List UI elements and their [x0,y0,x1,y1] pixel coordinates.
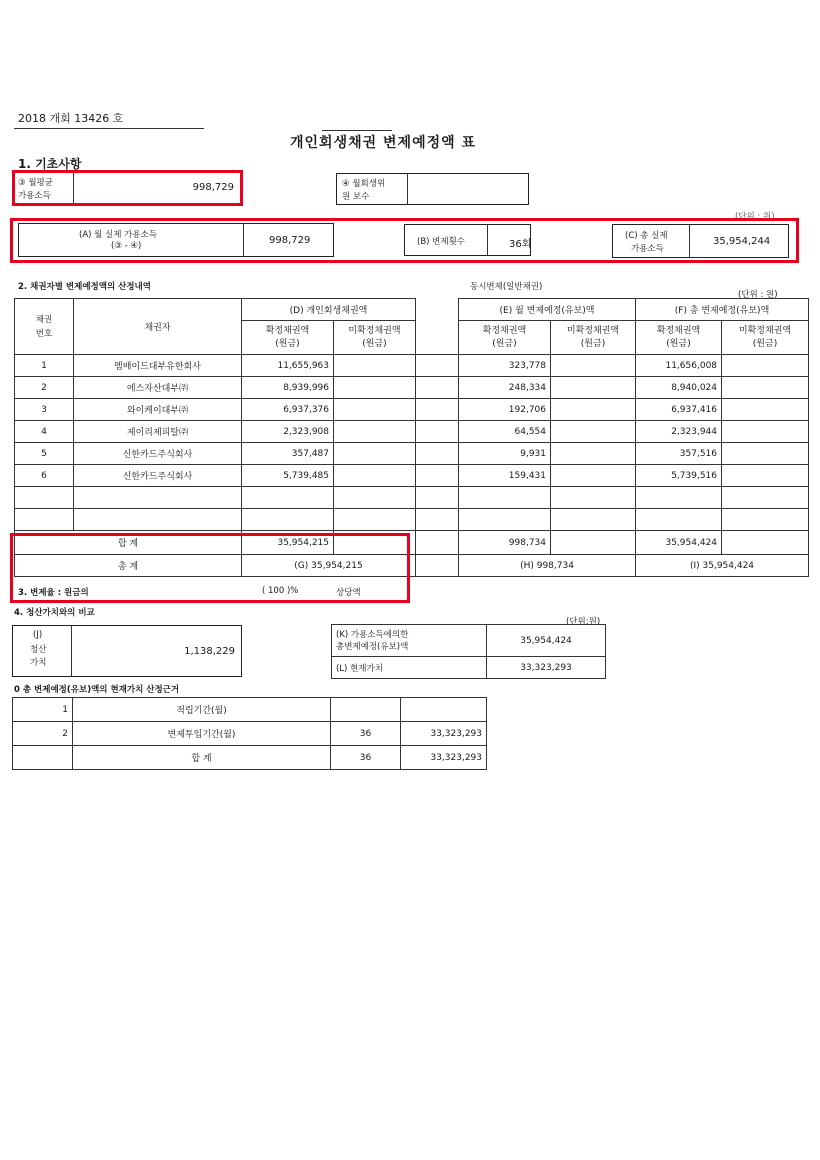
pv-value: 33,323,293 [401,746,487,770]
pv-value [401,698,487,722]
repay-rate-suffix: 상당액 [336,588,361,598]
D-unconfirmed-header: 미확정채권액 (원금) [334,321,416,355]
trustee-label-1: ④ 월회생위 [342,179,386,189]
row-spacer [416,465,459,487]
row-d-confirmed: 11,655,963 [242,355,334,377]
table-row [15,465,809,487]
highlight-sum-total-rate [10,533,410,603]
row-f-confirmed: 8,940,024 [636,377,722,399]
pv-months: 36 [331,746,401,770]
F-confirmed-header: 확정채권액 (원금) [636,321,722,355]
row-f-unconfirmed [722,399,809,421]
pv-no: 1 [13,698,73,722]
row-f-confirmed: 5,739,516 [636,465,722,487]
row-e-confirmed: 159,431 [459,465,551,487]
pv-months [331,698,401,722]
row-e-unconfirmed [551,355,636,377]
row-d-unconfirmed [334,443,416,465]
highlight-income [12,170,243,206]
L-value: 33,323,293 [487,657,606,679]
row-f-confirmed: 357,516 [636,443,722,465]
total-label: 총 계 [15,555,242,577]
row-e-unconfirmed [551,399,636,421]
row-no: 4 [15,421,74,443]
table-row [15,377,809,399]
section2-heading: 2. 채권자별 변제예정액의 산정내역 [18,282,151,292]
row-d-unconfirmed [334,377,416,399]
row-d-confirmed: 8,939,996 [242,377,334,399]
row-d-unconfirmed [334,465,416,487]
row-creditor: 제이리제피탈㈜ [74,421,242,443]
page-title: 개인회생채권 변제예정액 표 [290,135,477,151]
row-d-confirmed: 2,323,908 [242,421,334,443]
row-spacer [416,399,459,421]
row-f-unconfirmed [722,355,809,377]
income-label-2: 가용소득 [18,191,51,201]
A-label-1: (A) 월 실제 가용소득 [79,230,158,240]
sum-f: 35,954,424 [636,531,722,555]
pv-row [13,698,487,722]
row-f-unconfirmed [722,443,809,465]
unit-note-4: (단위:원) [566,617,601,627]
pv-value: 33,323,293 [401,722,487,746]
row-d-unconfirmed [334,421,416,443]
J-box [12,625,242,677]
table-row [15,443,809,465]
row-e-confirmed: 192,706 [459,399,551,421]
group-D-header: (D) 개인회생채권액 [242,299,416,321]
row-e-unconfirmed [551,465,636,487]
J-value: 1,138,229 [184,646,235,657]
section4-heading: 4. 청산가치와의 비교 [14,608,95,618]
K-value: 35,954,424 [487,625,606,657]
row-spacer [416,355,459,377]
total-H: (H) 998,734 [459,555,636,577]
case-number-underline [14,128,204,129]
row-f-confirmed: 11,656,008 [636,355,722,377]
C-value: 35,954,244 [713,236,771,247]
income-value: 998,729 [192,182,234,193]
pv-row [13,722,487,746]
pv-label: 변제투입기간(월) [73,722,331,746]
row-e-confirmed: 64,554 [459,421,551,443]
row-e-confirmed: 248,334 [459,377,551,399]
J-label-3: 가치 [30,658,47,668]
case-number: 2018 개회 13426 호 [18,112,124,125]
row-spacer [416,443,459,465]
table-row [15,355,809,377]
unit-note-2: (단위 : 원) [738,290,778,300]
repay-rate: ( 100 )% [262,586,299,596]
row-f-unconfirmed [722,421,809,443]
row-no: 2 [15,377,74,399]
highlight-A-B-C [10,218,799,263]
total-I: (I) 35,954,424 [636,555,809,577]
trustee-box [336,173,529,205]
row-spacer [416,377,459,399]
table-row [15,421,809,443]
sum-e: 998,734 [459,531,551,555]
row-spacer [416,421,459,443]
row-f-unconfirmed [722,377,809,399]
row-no: 6 [15,465,74,487]
pv-no: 2 [13,722,73,746]
pv-label: 적립기간(월) [73,698,331,722]
D-confirmed-header: 확정채권액 (원금) [242,321,334,355]
section5-heading: 0 총 변제예정(유보)액의 현재가치 산정근거 [14,685,180,695]
pv-no [13,746,73,770]
L-label: (L) 현재가치 [332,657,487,679]
J-label-2: 청산 [30,645,47,655]
row-e-unconfirmed [551,443,636,465]
income-label-1: ③ 월평균 [18,178,53,188]
row-d-confirmed: 5,739,485 [242,465,334,487]
A-value: 998,729 [269,235,311,246]
row-d-unconfirmed [334,355,416,377]
row-d-confirmed: 357,487 [242,443,334,465]
row-no: 5 [15,443,74,465]
trustee-label-2: 원 보수 [342,192,370,202]
E-confirmed-header: 확정채권액 (원금) [459,321,551,355]
simul-note: 동시변제(일반채권) [470,282,543,292]
pv-label: 합 계 [73,746,331,770]
A-label-2: (③ - ④) [111,241,142,251]
B-label: (B) 변제횟수 [417,237,466,247]
E-unconfirmed-header: 미확정채권액 (원금) [551,321,636,355]
row-e-unconfirmed [551,377,636,399]
row-d-confirmed: 6,937,376 [242,399,334,421]
total-G: (G) 35,954,215 [242,555,416,577]
row-no: 3 [15,399,74,421]
group-E-header: (E) 월 변제예정(유보)액 [459,299,636,321]
table-row [15,399,809,421]
row-creditor: 에스자산대부㈜ [74,377,242,399]
C-label-2: 가용소득 [631,244,664,254]
unit-note-1: (단위 : 원) [735,212,775,222]
K-L-table [331,624,606,679]
row-no: 1 [15,355,74,377]
col-creditor-header: 채권자 [74,299,242,355]
K-label: (K) 가용소득에의한 총변제예정(유보)액 [332,625,487,657]
col-no-header: 채권 번호 [15,299,74,355]
pv-months: 36 [331,722,401,746]
row-creditor: 신한카드주식회사 [74,443,242,465]
row-creditor: 신한카드주식회사 [74,465,242,487]
section1-heading: 1. 기초사항 [18,157,82,171]
row-e-confirmed: 323,778 [459,355,551,377]
row-d-unconfirmed [334,399,416,421]
row-e-unconfirmed [551,421,636,443]
pv-row [13,746,487,770]
sum-d: 35,954,215 [242,531,334,555]
section3-heading: 3. 변제율 : 원금의 [18,588,89,598]
row-f-confirmed: 6,937,416 [636,399,722,421]
sum-label: 합 계 [15,531,242,555]
row-f-unconfirmed [722,465,809,487]
title-overline [322,130,392,131]
row-f-confirmed: 2,323,944 [636,421,722,443]
row-e-confirmed: 9,931 [459,443,551,465]
present-value-table [12,697,487,770]
J-label-1: (J) [33,630,43,640]
F-unconfirmed-header: 미확정채권액 (원금) [722,321,809,355]
B-value: 36회 [509,239,532,250]
row-creditor: 엠배이드대부유한회사 [74,355,242,377]
C-label-1: (C) 총 실제 [625,231,668,241]
group-F-header: (F) 총 변제예정(유보)액 [636,299,809,321]
row-creditor: 와이케이대부㈜ [74,399,242,421]
